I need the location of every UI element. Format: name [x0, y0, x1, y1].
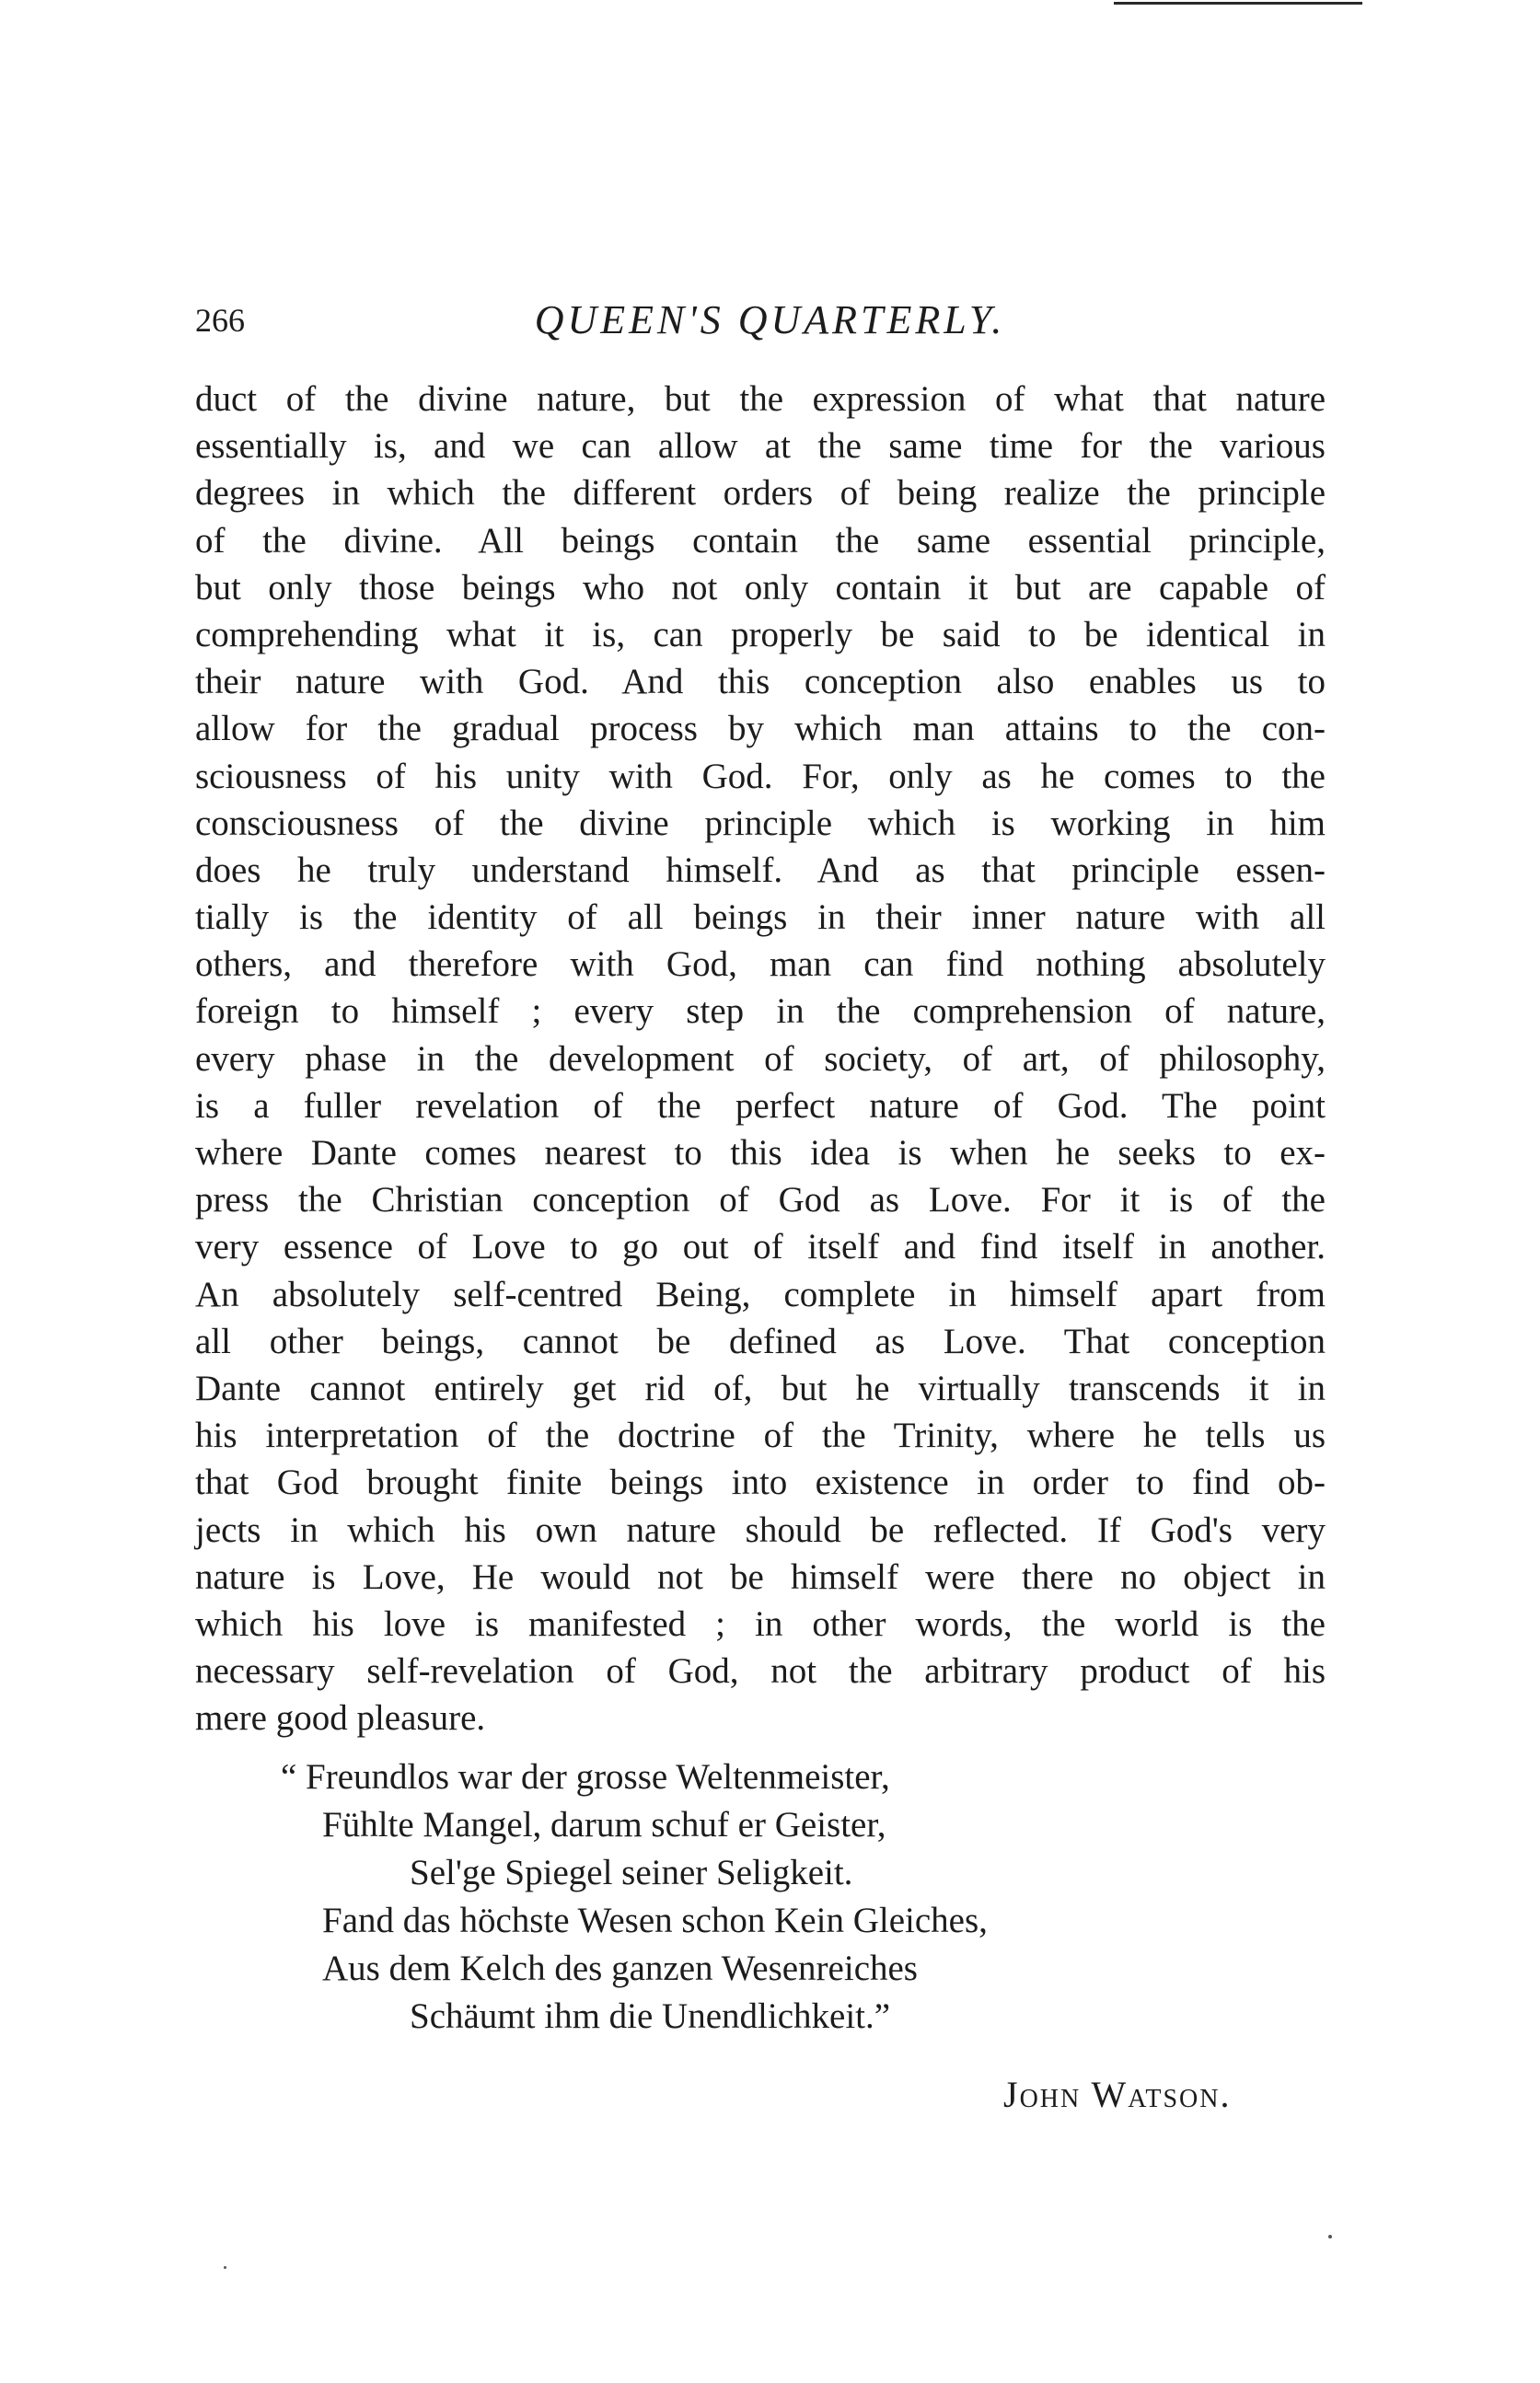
- text-line: others, and therefore with God, man can find nothing absolutely: [195, 944, 1326, 985]
- top-rule: [1114, 2, 1362, 5]
- text-line: does he truly understand himself. And as that principle essen-: [195, 850, 1326, 890]
- text-line: is a fuller revelation of the perfect nature of God. The point: [195, 1085, 1326, 1126]
- poem-line: Schäumt ihm die Unendlichkeit.”: [410, 1996, 891, 2036]
- text-line: his interpretation of the doctrine of the Trinity, where he tells us: [195, 1416, 1326, 1456]
- text-line: jects in which his own nature should be reflected. If God's very: [195, 1510, 1326, 1550]
- text-line: allow for the gradual process by which man attains to the con-: [195, 709, 1326, 749]
- poem-line: Fand das höchste Wesen schon Kein Gleiches,: [322, 1901, 988, 1940]
- text-line: which his love is manifested ; in other words, the world is the: [195, 1603, 1326, 1644]
- text-line: tially is the identity of all beings in their inner nature with all: [195, 897, 1326, 938]
- text-line: essentially is, and we can allow at the same time for the various: [195, 426, 1326, 467]
- text-line: duct of the divine nature, but the expression of what that nature: [195, 379, 1326, 419]
- poem-quotation: [281, 1753, 1206, 2041]
- text-line: foreign to himself ; every step in the comprehension of nature,: [195, 991, 1326, 1032]
- text-line: consciousness of the divine principle which is working in him: [195, 803, 1326, 843]
- text-line: their nature with God. And this conception also enables us to: [195, 662, 1326, 702]
- text-line: very essence of Love to go out of itself and find itself in another.: [195, 1227, 1326, 1267]
- text-line: Dante cannot entirely get rid of, but he virtually transcends it in: [195, 1368, 1326, 1408]
- text-line: press the Christian conception of God as Love. For it is of the: [195, 1180, 1326, 1220]
- poem-line: “ Freundlos war der grosse Weltenmeister,: [281, 1757, 890, 1797]
- text-line: of the divine. All beings contain the same essential principle,: [195, 520, 1326, 561]
- ink-speck: [1328, 2235, 1332, 2238]
- text-line: degrees in which the different orders of being realize the principle: [195, 473, 1326, 514]
- text-line: nature is Love, He would not be himself were there no object in: [195, 1556, 1326, 1597]
- text-line: that God brought finite beings into existence in order to find ob-: [195, 1463, 1326, 1503]
- body-text: [195, 376, 1326, 1741]
- text-line: all other beings, cannot be defined as Love. That conception: [195, 1321, 1326, 1361]
- text-line: every phase in the development of society, of art, of philosophy,: [195, 1038, 1326, 1079]
- text-line: but only those beings who not only contain it but are capable of: [195, 567, 1326, 607]
- ink-speck: [224, 2266, 226, 2269]
- text-line: sciousness of his unity with God. For, only as he comes to the: [195, 756, 1326, 796]
- page-header: [0, 293, 1540, 348]
- running-head: QUEEN'S QUARTERLY.: [534, 297, 1006, 342]
- text-line: where Dante comes nearest to this idea is when he seeks to ex-: [195, 1133, 1326, 1173]
- text-line: comprehending what it is, can properly be said to be identical in: [195, 614, 1326, 654]
- text-line: mere good pleasure.: [195, 1698, 486, 1739]
- text-line: necessary self-revelation of God, not the arbitrary product of his: [195, 1651, 1326, 1692]
- author-signature: John Watson.: [1003, 2074, 1232, 2115]
- poem-line: Aus dem Kelch des ganzen Wesenreiches: [322, 1949, 918, 1988]
- poem-line: Fühlte Mangel, darum schuf er Geister,: [322, 1805, 886, 1845]
- poem-line: Sel'ge Spiegel seiner Seligkeit.: [410, 1853, 853, 1892]
- text-line: An absolutely self-centred Being, complete in himself apart from: [195, 1274, 1326, 1314]
- page-number: 266: [195, 302, 245, 339]
